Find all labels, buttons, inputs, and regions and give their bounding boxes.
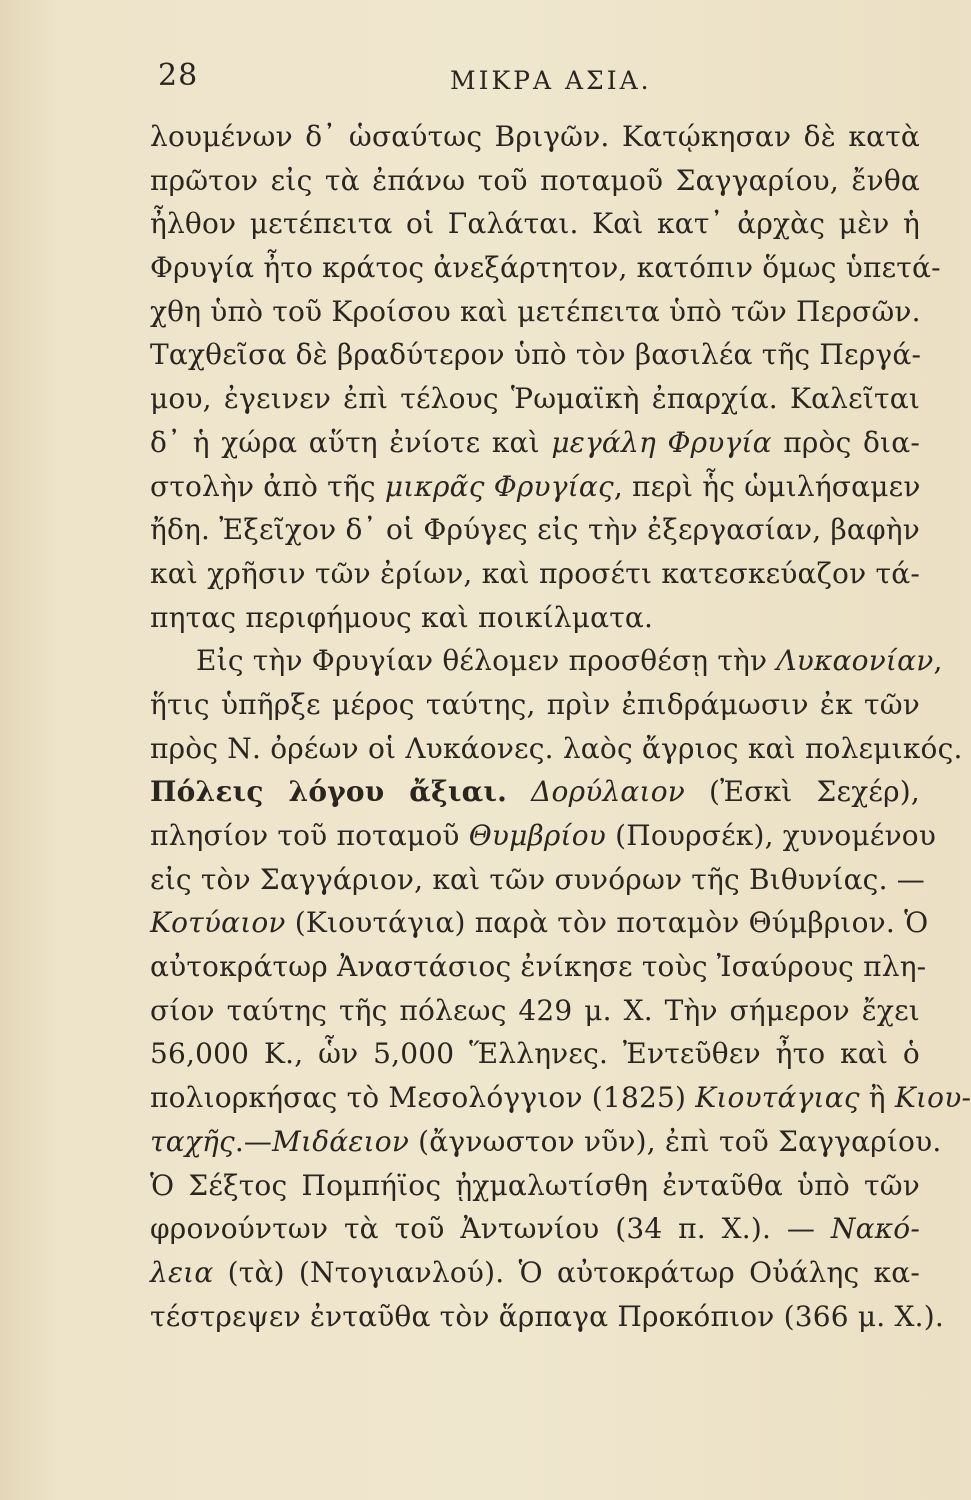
page-number: 28: [158, 58, 199, 93]
text-line: εἰς τὸν Σαγγάριον, καὶ τῶν συνόρων τῆς Βιθυνίας. —: [150, 862, 925, 896]
italic-term: Δορύλαιον: [531, 775, 685, 809]
text-run: δ᾽ ἡ χώρα αὕτη ἐνίοτε καὶ: [150, 425, 552, 459]
italic-term: μικρᾶς Φρυγίας: [384, 469, 614, 503]
text-run: ἢ: [859, 1081, 895, 1115]
text-run: [507, 775, 531, 808]
text-line: πρῶτον εἰς τὰ ἐπάνω τοῦ ποταμοῦ Σαγγαρίου, ἔνθα: [150, 163, 920, 197]
text-run: Εἰς τὴν Φρυγίαν θέλομεν προσθέσῃ τὴν: [196, 644, 777, 678]
text-line: μου, ἐγεινεν ἐπὶ τέλους Ῥωμαϊκὴ ἐπαρχία. Καλεῖται: [150, 382, 920, 416]
text-line: αὐτοκράτωρ Ἀναστάσιος ἐνίκησε τοὺς Ἰσαύρους πλη-: [150, 950, 927, 984]
text-line: ἦλθον μετέπειτα οἱ Γαλάται. Καὶ κατ᾽ ἀρχὰς μὲν ἡ: [150, 207, 920, 241]
text-line: ἤδη. Ἐξεῖχον δ᾽ οἱ Φρύγες εἰς τὴν ἐξεργασίαν, βαφὴν: [150, 513, 920, 547]
italic-term: μεγάλη Φρυγία: [551, 425, 772, 459]
text-line: [150, 1207, 920, 1251]
text-run: (Κιουτάγια) παρὰ τὸν ποταμὸν Θύμβριον. Ὁ: [285, 906, 929, 940]
running-title: ΜΙΚΡΑ ΑΣΙΑ.: [450, 66, 652, 95]
text-run: ,: [933, 644, 943, 678]
text-line: [150, 465, 920, 509]
text-line: πρὸς Ν. ὀρέων οἱ Λυκάονες. λαὸς ἄγριος καὶ πολεμικός.: [150, 731, 963, 765]
section-heading: Πόλεις λόγου ἄξιαι.: [150, 775, 508, 809]
text-line: Ὁ Σέξτος Πομπήϊος ᾐχμαλωτίσθη ἐνταῦθα ὑπὸ τῶν: [150, 1168, 920, 1202]
text-run: (ἄγνωστον νῦν), ἐπὶ τοῦ Σαγγαρίου.: [409, 1124, 942, 1158]
italic-term: Κιου-: [894, 1081, 971, 1115]
italic-term: Κιουτάγιας: [695, 1081, 860, 1115]
text-line: ἥτις ὑπῆρξε μέρος ταύτης, πρὶν ἐπιδράμωσιν ἐκ τῶν: [150, 687, 920, 721]
text-line: [150, 1120, 942, 1164]
italic-term: Νακό-: [815, 1212, 920, 1246]
text-line: [150, 1076, 971, 1120]
text-run: πρὸς δια-: [771, 425, 920, 459]
italic-term: Λυκαονίαν: [776, 644, 934, 678]
text-run: πλησίον τοῦ ποταμοῦ: [150, 819, 469, 852]
text-line: χθη ὑπὸ τοῦ Κροίσου καὶ μετέπειτα ὑπὸ τῶν Περσῶν.: [150, 294, 921, 328]
text-line: καὶ χρῆσιν τῶν ἐρίων, καὶ προσέτι κατεσκεύαζον τά-: [150, 556, 920, 590]
text-run: (Ἐσκὶ Σεχέρ),: [684, 775, 920, 809]
text-run: , περὶ ἧς ὡμιλήσαμεν: [613, 469, 921, 503]
text-line: [150, 770, 920, 814]
italic-term: ταχῆς: [150, 1124, 235, 1158]
text-line: 56,000 Κ., ὧν 5,000 Ἕλληνες. Ἐντεῦθεν ἦτο καὶ ὁ: [150, 1037, 920, 1071]
text-line: [150, 901, 929, 945]
text-line: [150, 1251, 920, 1295]
italic-term: Θυμβρίου: [468, 819, 606, 852]
text-run: .—: [234, 1124, 273, 1158]
text-line: [150, 639, 943, 683]
text-line: [150, 814, 937, 858]
text-run: (Πουρσέκ), χυνομένου: [605, 819, 937, 852]
text-line: λουμένων δ᾽ ὡσαύτως Βριγῶν. Κατῴκησαν δὲ κατὰ: [150, 120, 920, 153]
text-run: φρονούντων τὰ τοῦ Ἀντωνίου (34 π. Χ.). —: [150, 1212, 816, 1246]
italic-term: λεια: [150, 1255, 214, 1289]
text-line: Ταχθεῖσα δὲ βραδύτερον ὑπὸ τὸν βασιλέα τῆς Περγά-: [150, 338, 922, 372]
italic-term: Κοτύαιον: [150, 906, 286, 940]
text-line: Φρυγία ἦτο κράτος ἀνεξάρτητον, κατόπιν ὅμως ὑπετά-: [150, 251, 941, 285]
page-header: [150, 58, 920, 108]
italic-term: Μιδάειον: [272, 1124, 410, 1158]
text-run: στολὴν ἀπὸ τῆς: [150, 469, 385, 503]
text-run: πολιορκήσας τὸ Μεσολόγγιον (1825): [150, 1081, 696, 1115]
text-line: σίον ταύτης τῆς πόλεως 429 μ. Χ. Τὴν σήμερον ἔχει: [150, 993, 920, 1027]
text-run: (τὰ) (Ντογιανλού). Ὁ αὐτοκράτωρ Οὐάλης κα-: [213, 1255, 920, 1289]
text-line: πητας περιφήμους καὶ ποικίλματα.: [150, 600, 654, 634]
text-line: τέστρεψεν ἐνταῦθα τὸν ἅρπαγα Προκόπιον (366 μ. Χ.).: [150, 1299, 944, 1333]
text-line: [150, 421, 920, 465]
body-text: [150, 115, 971, 1338]
